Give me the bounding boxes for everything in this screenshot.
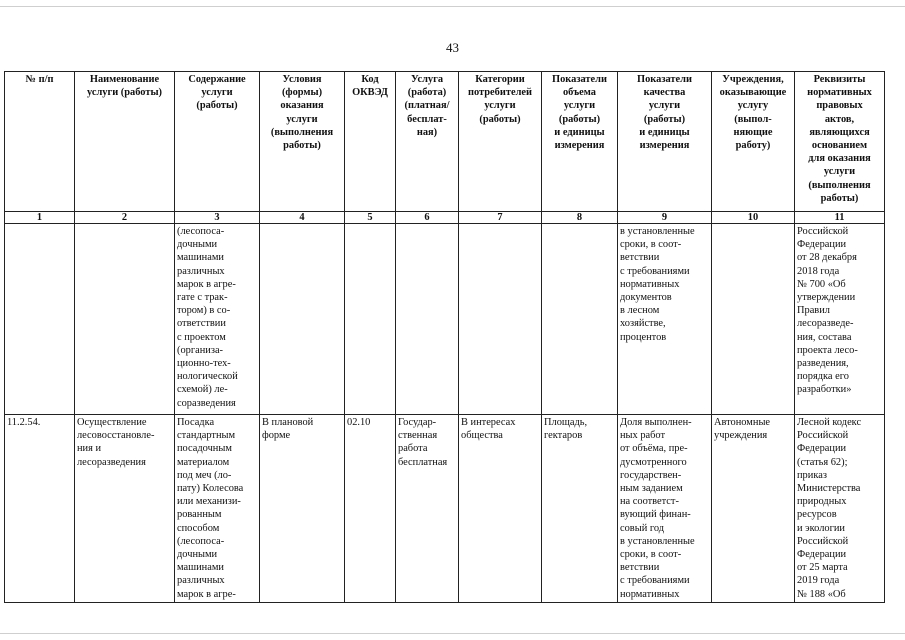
header-cell: Содержание услуги (работы) [175, 72, 260, 212]
quality-indicator-cell: Доля выполнен- ных работ от объёма, пре- дусмотренного государствен- ным заданием на соответст- вующий финан- совый год в установленные сроки, в соот- ветствии с требованиями нормативных [618, 415, 712, 603]
table-cell [542, 224, 618, 415]
column-number: 3 [175, 212, 260, 224]
column-number: 4 [260, 212, 345, 224]
service-name-cell: Осуществление лесовосстановле- ния и лесоразведения [75, 415, 175, 603]
table-cell [5, 224, 75, 415]
legal-basis-cell: Российской Федерации от 28 декабря 2018 года № 700 «Об утверждении Правил лесоразведе- ния, состава проекта лесо- разведения, порядка его разработки» [795, 224, 885, 415]
item-number-cell: 11.2.54. [5, 415, 75, 603]
column-number: 11 [795, 212, 885, 224]
table-row [5, 415, 885, 603]
service-content-cell: Посадка стандартным посадочным материалом под меч (ло- пату) Колесова или механизи- рованным способом (лесопоса- дочными машинами различных марок в агре- [175, 415, 260, 603]
header-cell: Условия (формы) оказания услуги (выполнения работы) [260, 72, 345, 212]
header-cell: Услуга (работа) (платная/ бесплат- ная) [396, 72, 459, 212]
header-cell: Наименование услуги (работы) [75, 72, 175, 212]
column-number: 9 [618, 212, 712, 224]
table-cell [75, 224, 175, 415]
header-cell: Код ОКВЭД [345, 72, 396, 212]
header-cell: Показатели объема услуги (работы) и единицы измерения [542, 72, 618, 212]
volume-indicator-cell: Площадь, гектаров [542, 415, 618, 603]
scan-edge-top [0, 6, 905, 7]
column-number: 8 [542, 212, 618, 224]
header-cell: Категории потребителей услуги (работы) [459, 72, 542, 212]
column-number: 7 [459, 212, 542, 224]
table-cell [396, 224, 459, 415]
payment-type-cell: Государ- ственная работа бесплатная [396, 415, 459, 603]
quality-indicator-cell: в установленные сроки, в соот- ветствии с требованиями нормативных документов в лесном хозяйстве, процентов [618, 224, 712, 415]
table-row [5, 224, 885, 415]
service-conditions-cell: В плановой форме [260, 415, 345, 603]
header-row [5, 72, 885, 212]
header-cell: Учреждения, оказывающие услугу (выпол- няющие работу) [712, 72, 795, 212]
column-number: 6 [396, 212, 459, 224]
column-number: 1 [5, 212, 75, 224]
column-number: 5 [345, 212, 396, 224]
consumer-category-cell: В интересах общества [459, 415, 542, 603]
scan-edge-bottom [0, 633, 905, 634]
header-cell: № п/п [5, 72, 75, 212]
table-cell [345, 224, 396, 415]
services-table [4, 71, 885, 603]
table-cell [712, 224, 795, 415]
column-number-row [5, 212, 885, 224]
service-content-cell: (лесопоса- дочными машинами различных марок в агре- гате с трак- тором) в со- ответствии с проектом (организа- ционно-тех- нологической схемой) ле- соразведения [175, 224, 260, 415]
table-cell [260, 224, 345, 415]
column-number: 2 [75, 212, 175, 224]
okved-code-cell: 02.10 [345, 415, 396, 603]
column-number: 10 [712, 212, 795, 224]
table-cell [459, 224, 542, 415]
page-number: 43 [446, 40, 459, 55]
legal-basis-cell: Лесной кодекс Российской Федерации (статья 62); приказ Министерства природных ресурсов и экологии Российской Федерации от 25 марта 2019 года № 188 «Об [795, 415, 885, 603]
institutions-cell: Автономные учреждения [712, 415, 795, 603]
header-cell: Показатели качества услуги (работы) и единицы измерения [618, 72, 712, 212]
header-cell: Реквизиты нормативных правовых актов, являющихся основанием для оказания услуги (выполнения работы) [795, 72, 885, 212]
